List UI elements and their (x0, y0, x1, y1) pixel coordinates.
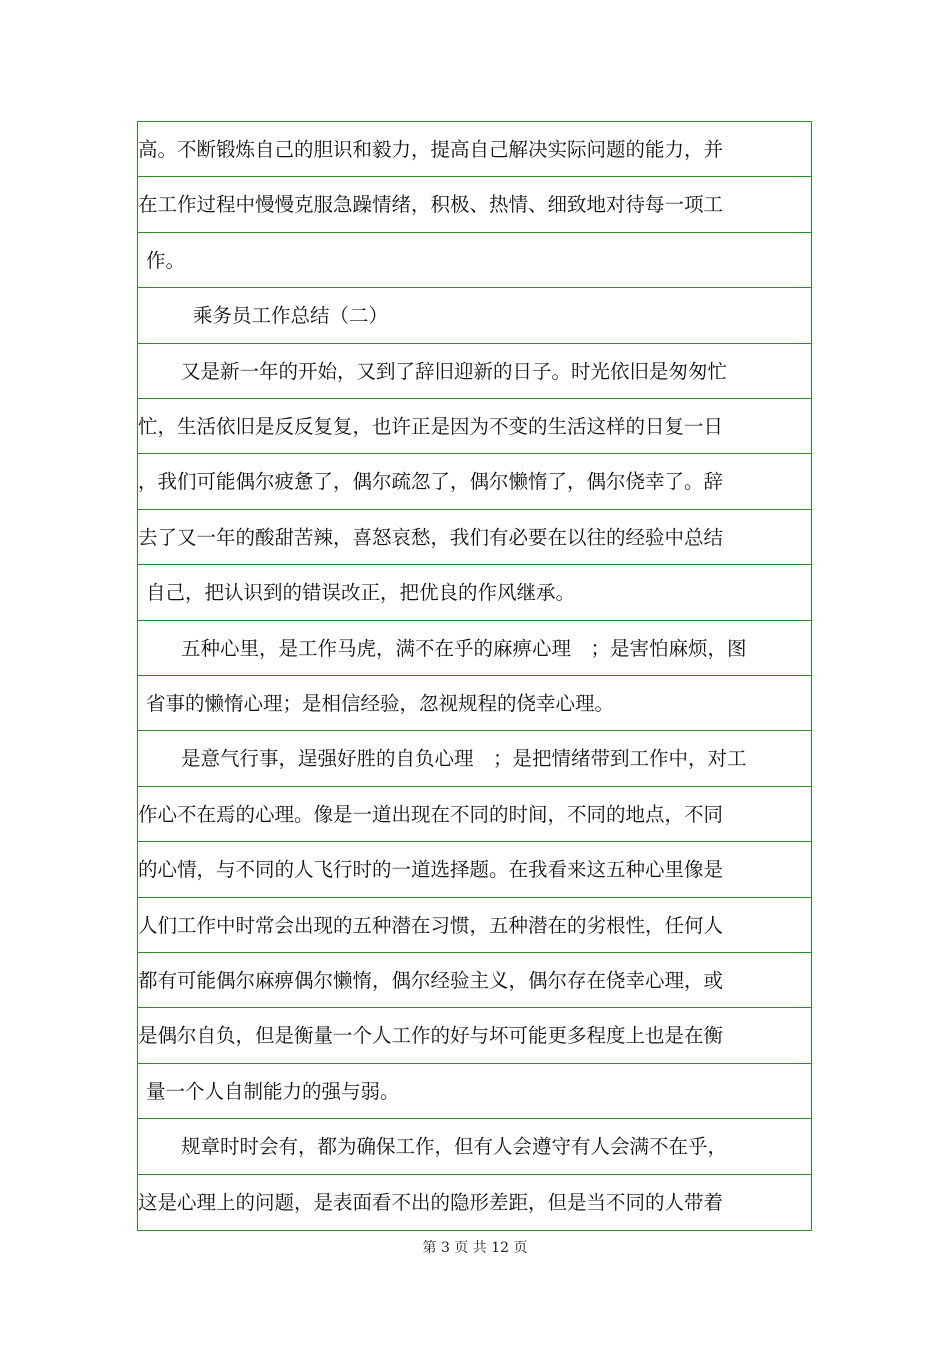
line-text: 乘务员工作总结（二） (193, 304, 389, 328)
line-text: 都有可能偶尔麻痹偶尔懒惰，偶尔经验主义，偶尔存在侥幸心理，或 (138, 969, 724, 992)
text-line (138, 1064, 811, 1119)
text-line (138, 1008, 811, 1063)
text-line (138, 953, 811, 1008)
text-line (138, 731, 811, 786)
line-text: 是意气行事，逞强好胜的自负心理 ；是把情绪带到工作中，对工 (181, 747, 747, 771)
line-text: 规章时时会有，都为确保工作，但有人会遵守有人会满不在乎， (181, 1135, 728, 1159)
text-line (138, 621, 811, 676)
line-text: 是偶尔自负，但是衡量一个人工作的好与坏可能更多程度上也是在衡 (138, 1024, 724, 1048)
text-line (138, 898, 811, 953)
text-line (138, 454, 811, 509)
line-text: 作。 (146, 248, 186, 272)
text-line (138, 288, 811, 343)
line-text: 的心情，与不同的人飞行时的一道选择题。在我看来这五种心里像是 (138, 858, 724, 882)
line-text: 忙，生活依旧是反反复复，也许正是因为不变的生活这样的日复一日 (138, 415, 724, 438)
line-text: 在工作过程中慢慢克服急躁情绪，积极、热情、细致地对待每一项工 (138, 193, 724, 217)
text-line (138, 177, 811, 232)
line-text: 人们工作中时常会出现的五种潜在习惯，五种潜在的劣根性，任何人 (138, 913, 724, 937)
page-footer: 第 3 页 共 12 页 (422, 1240, 528, 1256)
line-text: 五种心里，是工作马虎，满不在乎的麻痹心理 ；是害怕麻烦，图 (181, 636, 747, 660)
line-text: 又是新一年的开始，又到了辞旧迎新的日子。时光依旧是匆匆忙 (181, 359, 728, 383)
text-line (138, 676, 811, 731)
document-table (137, 121, 812, 1231)
text-line (138, 399, 811, 454)
text-line (138, 233, 811, 288)
text-line (138, 1119, 811, 1174)
line-text: 省事的懒惰心理；是相信经验，忽视规程的侥幸心理。 (146, 692, 615, 715)
text-line (138, 565, 811, 620)
text-line (138, 344, 811, 399)
text-line (138, 842, 811, 897)
line-text: ，我们可能偶尔疲惫了，偶尔疏忽了，偶尔懒惰了，偶尔侥幸了。辞 (138, 470, 724, 494)
line-text: 自己，把认识到的错误改正，把优良的作风继承。 (146, 581, 576, 605)
line-text: 作心不在焉的心理。像是一道出现在不同的时间，不同的地点，不同 (138, 802, 724, 826)
line-text: 量一个人自制能力的强与弱。 (146, 1079, 400, 1103)
line-text: 去了又一年的酸甜苦辣，喜怒哀愁，我们有必要在以往的经验中总结 (138, 525, 724, 549)
text-line (138, 510, 811, 565)
line-text: 这是心理上的问题，是表面看不出的隐形差距，但是当不同的人带着 (138, 1190, 724, 1214)
text-line (138, 787, 811, 842)
text-line (138, 1175, 811, 1230)
line-text: 高。不断锻炼自己的胆识和毅力，提高自己解决实际问题的能力，并 (138, 138, 724, 161)
text-line (138, 122, 811, 177)
